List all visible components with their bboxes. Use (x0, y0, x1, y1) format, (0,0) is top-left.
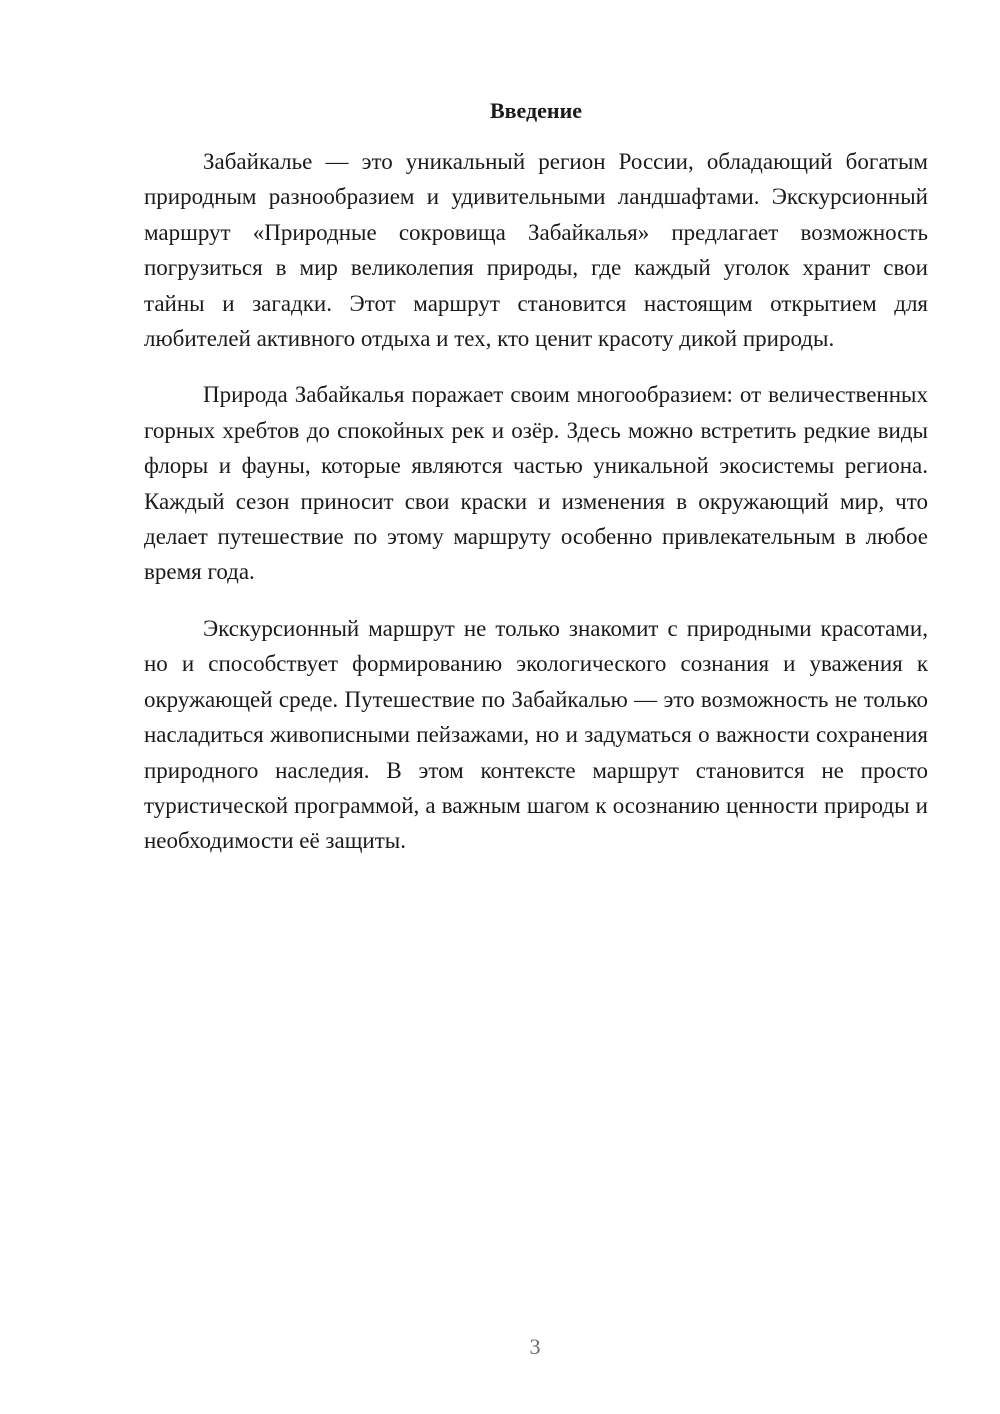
paragraph-2: Природа Забайкалья поражает своим многообразием: от величественных горных хребтов до спокойных рек и озёр. Здесь можно встретить редкие виды флоры и фауны, которые являются частью уникальной экосистемы региона. Каждый сезон приносит свои краски и изменения в окружающий мир, что делает путешествие по этому маршруту особенно привлекательным в любое время года. (144, 382, 928, 585)
page-number: 3 (529, 1334, 541, 1359)
page-content (144, 96, 928, 880)
section-heading: Введение (489, 98, 583, 123)
paragraph-1: Забайкалье — это уникальный регион России, обладающий богатым природным разнообразием и удивительными ландшафтами. Экскурсионный маршрут «Природные сокровища Забайкалья» предлагает возможность погрузиться в мир великолепия природы, где каждый уголок хранит свои тайны и загадки. Этот маршрут становится настоящим открытием для любителей активного отдыха и тех, кто ценит красоту дикой природы. (144, 149, 928, 352)
paragraph-3: Экскурсионный маршрут не только знакомит с природными красотами, но и способствует формированию экологического сознания и уважения к окружающей среде. Путешествие по Забайкалью — это возможность не только насладиться живописными пейзажами, но и задуматься о важности сохранения природного наследия. В этом контексте маршрут становится не просто туристической программой, а важным шагом к осознанию ценности природы и необходимости её защиты. (144, 615, 928, 854)
